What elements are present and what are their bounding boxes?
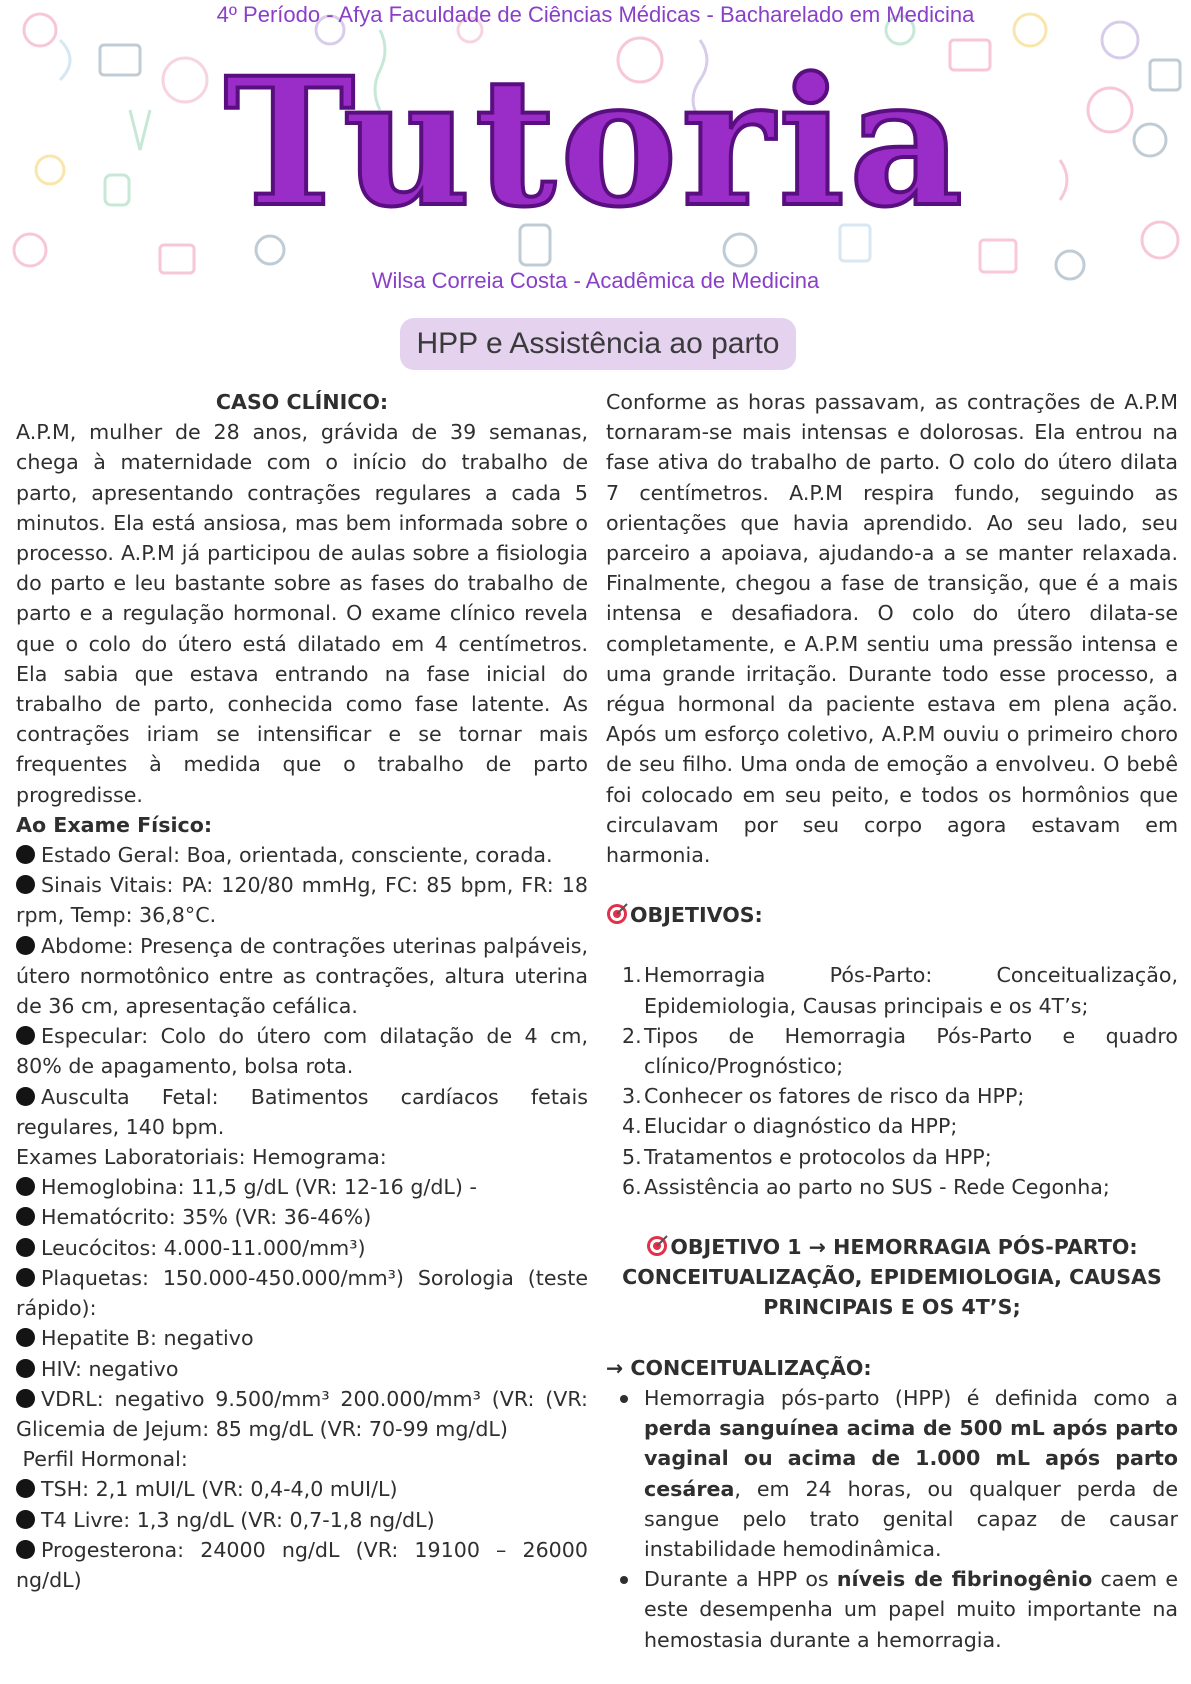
case-heading: CASO CLÍNICO: <box>215 390 389 414</box>
objective-item: 1. Hemorragia Pós-Parto: Conceitualização, Epidemiologia, Causas principais e os 4T’s; <box>622 963 1178 1018</box>
objective-item: 4. Elucidar o diagnóstico da HPP; <box>622 1114 958 1139</box>
topic-pill: HPP e Assistência ao parto <box>400 318 796 370</box>
bullet-dot-icon <box>16 1268 35 1287</box>
bullet-dot-icon <box>16 1389 35 1408</box>
course-line: 4º Período - Afya Faculdade de Ciências Médicas - Bacharelado em Medicina <box>216 2 975 27</box>
lab-item: Hepatite B: negativo <box>16 1323 588 1353</box>
bullet-dot-icon <box>16 1479 35 1498</box>
objective-item: 2. Tipos de Hemorragia Pós-Parto e quadro clínico/Prognóstico; <box>622 1023 1178 1079</box>
page-title: Tutoria <box>223 39 968 246</box>
bullet-dot-icon <box>16 1328 35 1347</box>
lab-item: VDRL: negativo 9.500/mm³ 200.000/mm³ (VR: (VR: Glicemia de Jejum: 85 mg/dL (VR: 70-99 mg/dL) <box>16 1386 588 1441</box>
lab-item: Leucócitos: 4.000-11.000/mm³) <box>16 1233 588 1263</box>
objective-item: 6. Assistência ao parto no SUS - Rede Cegonha; <box>622 1174 1110 1199</box>
lab-item: Plaquetas: 150.000-450.000/mm³) Sorologia (teste rápido): <box>16 1265 588 1321</box>
case-continuation: Conforme as horas passavam, as contrações de A.P.M tornaram-se mais intensas e dolorosas. Ela entrou na fase ativa do trabalho de parto. O colo do útero dilata 7 centímetros. A.P.M respira fundo, seguindo as orientações que havia aprendido. Ao seu lado, seu parceiro a apoiava, ajudando-a a se manter relaxada. Finalmente, chegou a fase de transição, que é a mais intensa e desafiadora. O colo do útero dilata-se completamente, e A.P.M sentiu uma pressão intensa e uma grande irritação. Durante todo esse processo, a régua hormonal da paciente estava em plena ação. Após um esforço coletivo, A.P.M ouviu o primeiro choro de seu filho. Uma onda de emoção a envolveu. O bebê foi colocado em seu peito, e todos os hormônios que circulavam por seu corpo agora estavam em harmonia. <box>606 390 1178 868</box>
bullet-dot-icon <box>16 1087 35 1106</box>
bullet-dot-icon <box>16 1177 35 1196</box>
exam-heading: Ao Exame Físico: <box>16 812 213 837</box>
hormone-heading: Perfil Hormonal: <box>16 1447 188 1472</box>
exam-item: Estado Geral: Boa, orientada, consciente, corada. <box>16 840 588 870</box>
case-narrative: A.P.M, mulher de 28 anos, grávida de 39 semanas, chega à maternidade com o início do trabalho de parto, apresentando contrações regulares a cada 5 minutos. Ela está ansiosa, mas bem informada sobre o processo. A.P.M já participou de aulas sobre a fisiologia do parto e leu bastante sobre as fases do trabalho de parto e a regulação hormonal. O exame clínico revela que o colo do útero está dilatado em 4 centímetros. Ela sabia que estava entrando na fase inicial do trabalho de parto, conhecida como fase latente. As contrações iriam se intensificar e se tornar mais frequentes à medida que o trabalho de parto progredisse. <box>16 420 588 807</box>
exam-item: Abdome: Presença de contrações uterinas palpáveis, útero normotônico entre as contrações, altura uterina de 36 cm, apresentação cefálica. <box>16 933 588 1019</box>
lab-item: Hematócrito: 35% (VR: 36-46%) <box>16 1202 588 1232</box>
objective-item: 5. Tratamentos e protocolos da HPP; <box>622 1144 992 1169</box>
target-icon <box>646 1235 668 1257</box>
author-line: Wilsa Correia Costa - Acadêmica de Medicina <box>371 268 820 293</box>
objectives-list <box>606 960 1178 1202</box>
lab-item: HIV: negativo <box>16 1354 588 1384</box>
header-banner <box>0 0 1191 300</box>
target-icon <box>606 903 628 925</box>
hormone-item: Progesterona: 24000 ng/dL (VR: 19100 – 26000 ng/dL) <box>16 1537 588 1592</box>
bullet-dot-icon <box>16 845 35 864</box>
objective-item: 3. Conhecer os fatores de risco da HPP; <box>622 1084 1025 1109</box>
left-column <box>16 387 588 1595</box>
exam-item: Ausculta Fetal: Batimentos cardíacos fetais regulares, 140 bpm. <box>16 1084 588 1139</box>
lab-item: Hemoglobina: 11,5 g/dL (VR: 12-16 g/dL) - <box>16 1172 588 1202</box>
bullet-dot-icon <box>16 875 35 894</box>
bullet-dot-icon <box>16 1359 35 1378</box>
bullet-item: Hemorragia pós-parto (HPP) é definida como a perda sanguínea acima de 500 mL após parto vaginal ou acima de 1.000 mL após parto cesárea, em 24 horas, ou qualquer perda de sangue pelo trato genital capaz de causar instabilidade hemodinâmica. <box>606 1383 1178 1564</box>
bullet-dot-icon <box>16 1207 35 1226</box>
objective1-heading: OBJETIVO 1 → HEMORRAGIA PÓS-PARTO: CONCEITUALIZAÇÃO, EPIDEMIOLOGIA, CAUSAS PRINCIPAIS E OS 4T’S; <box>622 1235 1162 1320</box>
exam-item: Especular: Colo do útero com dilatação de 4 cm, 80% de apagamento, bolsa rota. <box>16 1024 588 1079</box>
hormone-item: T4 Livre: 1,3 ng/dL (VR: 0,7-1,8 ng/dL) <box>16 1505 588 1535</box>
conceptualization-list <box>606 1383 1178 1655</box>
bullet-item: Durante a HPP os níveis de fibrinogênio caem e este desempenha um papel muito importante na hemostasia durante a hemorragia. <box>606 1564 1178 1655</box>
bullet-dot-icon <box>16 1238 35 1257</box>
right-column <box>606 387 1178 1655</box>
bullet-dot-icon <box>16 936 35 955</box>
bullet-dot-icon <box>16 1540 35 1559</box>
hormone-item: TSH: 2,1 mUI/L (VR: 0,4-4,0 mUI/L) <box>16 1474 588 1504</box>
bullet-dot-icon <box>16 1510 35 1529</box>
bullet-dot-icon <box>16 1026 35 1045</box>
conceptualization-heading: → CONCEITUALIZAÇÃO: <box>606 1355 872 1380</box>
exam-item: Sinais Vitais: PA: 120/80 mmHg, FC: 85 bpm, FR: 18 rpm, Temp: 36,8°C. <box>16 873 588 928</box>
lab-heading: Exames Laboratoriais: Hemograma: <box>16 1145 387 1170</box>
objectives-heading: OBJETIVOS: <box>606 900 1178 930</box>
